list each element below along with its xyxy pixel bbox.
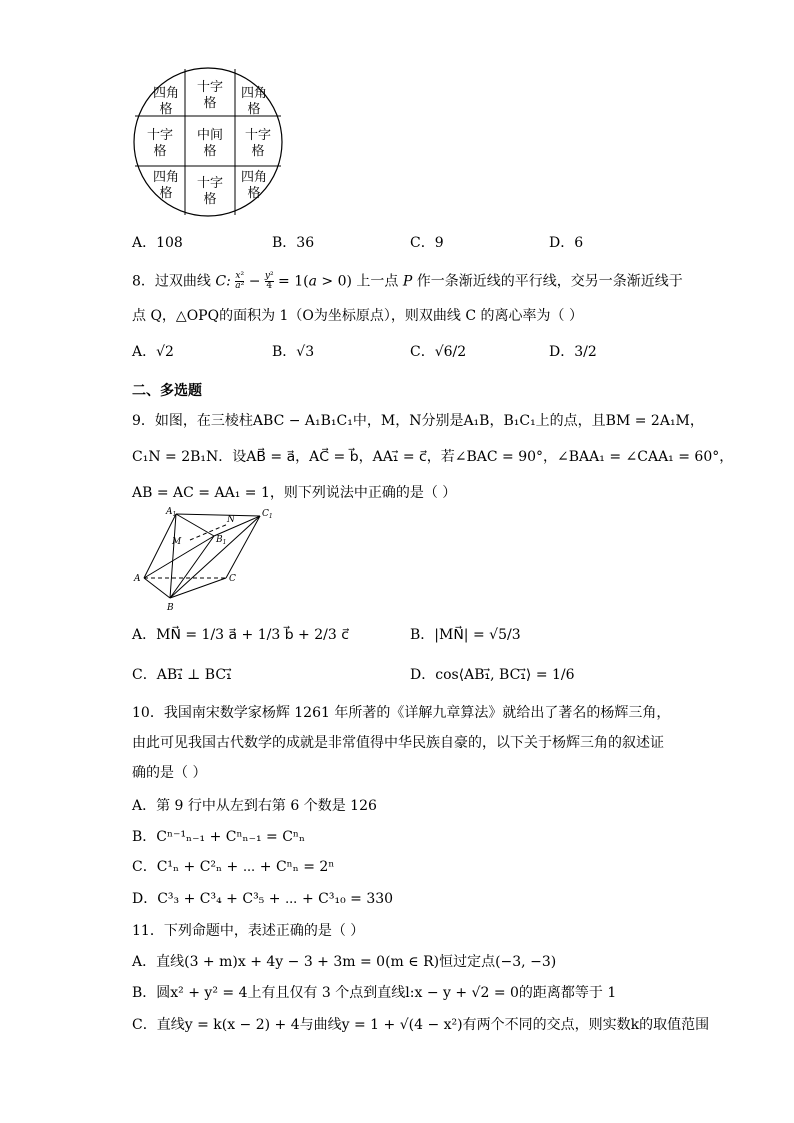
q8-option-d: D．3/2 (549, 344, 597, 360)
label-b: B (167, 603, 174, 612)
q8-option-a: A．√2 (132, 344, 174, 360)
section-title-multi-choice: 二、多选题 (132, 383, 202, 399)
label-n: N (227, 515, 235, 525)
edge-b1-c1 (214, 516, 260, 536)
q8-option-c: C．√6/2 (410, 344, 467, 360)
label-c: C (229, 574, 236, 584)
q9-option-a: A．MN⃗ = 1/3 a⃗ + 1/3 b⃗ + 2/3 c⃗ (132, 627, 349, 643)
cell-mid-right: 十字 格 (244, 128, 271, 159)
label-b1: $B_1$ (216, 535, 227, 546)
cell-bottom-mid: 十字 格 (196, 176, 223, 207)
edge-a1-c1 (176, 514, 260, 516)
cell-mid-left: 十字 格 (146, 128, 173, 159)
q8-text-b: 上一点 (356, 273, 399, 290)
cell-bottom-right: 四角 格 (240, 170, 267, 201)
q9-option-d: D．cos⟨AB₁⃗, BC₁⃗⟩ = 1/6 (410, 667, 575, 683)
label-c1: $C_1$ (262, 509, 273, 520)
label-m: M (172, 537, 182, 547)
q10-option-b: B．Cⁿ⁻¹ₙ₋₁ + Cⁿₙ₋₁ = Cⁿₙ (132, 829, 306, 845)
cell-bottom-left: 四角 格 (152, 170, 179, 201)
segment-b-c1 (170, 516, 260, 598)
q10-option-d: D．C³₃ + C³₄ + C³₅ + ⋯ + C³₁₀ = 330 (132, 891, 394, 907)
q10-line2: 由此可见我国古代数学的成就是非常值得中华民族自豪的，以下关于杨辉三角的叙述证 (132, 735, 664, 751)
edge-c1-c (226, 516, 260, 578)
label-a: A (134, 574, 141, 584)
q11-option-c: C．直线y = k(x − 2) + 4与曲线y = 1 + √(4 − x²)有两个不同的交点，则实数k的取值范围 (132, 1017, 710, 1033)
q9-option-b: B．|MN⃗| = √5/3 (410, 627, 521, 643)
q10-option-a: A．第 9 行中从左到右第 6 个数是 126 (132, 798, 377, 814)
q8-line1 (132, 272, 683, 291)
q8-line2: 点 Q，△OPQ的面积为 1（O为坐标原点），则双曲线 C 的离心率为（ ） (132, 308, 583, 324)
q8-hyperbola-eq: $\frac{\text{x²}}{\text{a²}}$ − $\frac{\text{y²}}{4}$ = 1(a > 0) (235, 271, 352, 291)
segment-a1-b (170, 514, 176, 598)
q8-text-c: 作一条渐近线的平行线，交另一条渐近线于 (416, 273, 683, 290)
q9-line3: AB = AC = AA₁ = 1，则下列说法中正确的是（ ） (132, 485, 457, 501)
q11-option-b: B．圆x² + y² = 4上有且仅有 3 个点到直线l:x − y + √2 = 0的距离都等于 1 (132, 985, 617, 1001)
edge-b-c (170, 578, 226, 598)
q8-text-a: 8．过双曲线 (132, 273, 211, 290)
q7-option-c: C．9 (410, 235, 444, 251)
circle-grid-figure (132, 66, 284, 218)
q11-option-a: A．直线(3 + m)x + 4y − 3 + 3m = 0(m ∈ R)恒过定点(−3, −3) (132, 954, 557, 970)
cell-top-mid: 十字 格 (196, 80, 223, 111)
q9-option-c: C．AB₁⃗ ⊥ BC₁⃗ (132, 667, 232, 683)
q11-line1: 11．下列命题中，表述正确的是（ ） (132, 923, 365, 939)
q10-option-c: C．C¹ₙ + C²ₙ + ⋯ + Cⁿₙ = 2ⁿ (132, 859, 335, 875)
q8-curve-name: C: (215, 273, 231, 290)
cell-top-left: 四角 格 (152, 86, 179, 117)
q8-option-b: B．√3 (272, 344, 315, 360)
q7-option-a: A．108 (132, 235, 183, 251)
edge-a-b (144, 578, 170, 598)
q9-line2: C₁N = 2B₁N．设AB⃗ = a⃗，AC⃗ = b⃗，AA₁⃗ = c⃗，若∠BAC = 90°，∠BAA₁ = ∠CAA₁ = 60°， (132, 449, 734, 465)
q7-option-d: D．6 (549, 235, 584, 251)
cell-top-right: 四角 格 (240, 86, 267, 117)
q8-point-p: P (402, 273, 413, 290)
edge-a1-b1 (176, 514, 214, 536)
cell-center: 中间 格 (196, 128, 223, 159)
label-a1: $A_1$ (166, 507, 177, 518)
q7-option-b: B．36 (272, 235, 315, 251)
q10-line1: 10．我国南宋数学家杨辉 1261 年所著的《详解九章算法》就给出了著名的杨辉三角， (132, 705, 671, 721)
prism-svg (130, 506, 280, 612)
q9-line1: 9．如图，在三棱柱ABC − A₁B₁C₁中，M，N分别是A₁B，B₁C₁上的点，且BM = 2A₁M， (132, 413, 704, 429)
q10-line3: 确的是（ ） (132, 765, 207, 781)
prism-figure (130, 506, 280, 612)
